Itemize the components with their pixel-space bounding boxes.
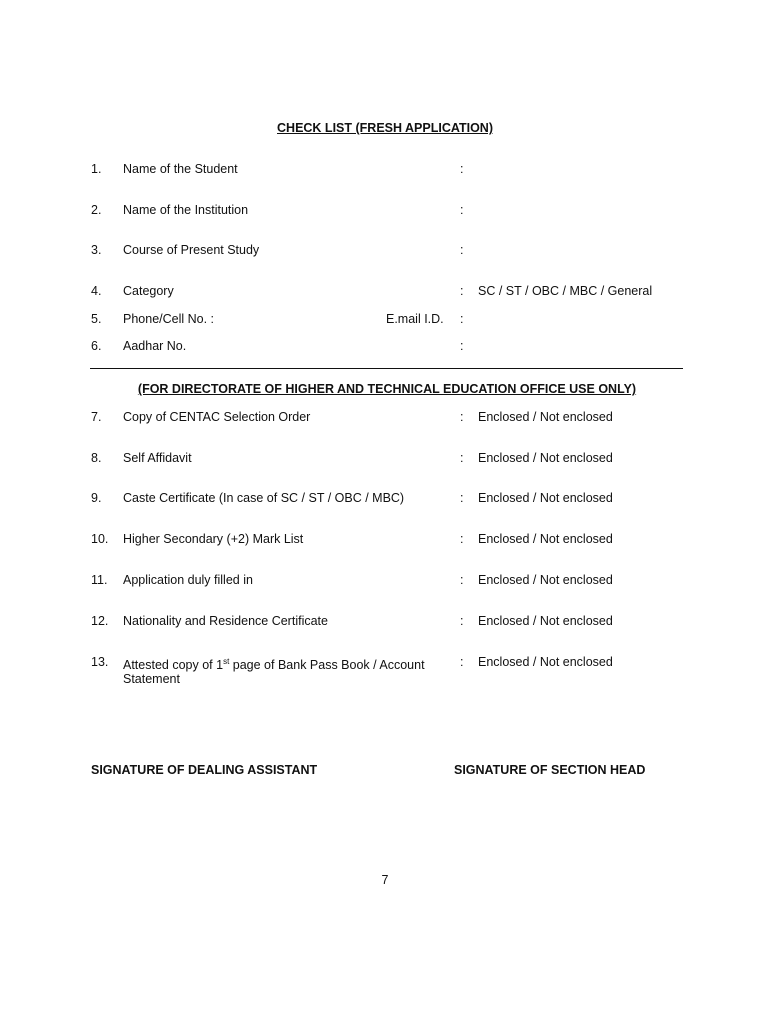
enclosure-status: Enclosed / Not enclosed (478, 451, 613, 465)
item-number: 8. (91, 451, 102, 465)
colon: : (460, 491, 464, 505)
item-label: Aadhar No. (123, 339, 187, 353)
item-number: 1. (91, 162, 102, 176)
item-number: 9. (91, 491, 102, 505)
checklist-row-affidavit (0, 451, 770, 467)
enclosure-status: Enclosed / Not enclosed (478, 532, 613, 546)
phone-label: Phone/Cell No. : (123, 312, 215, 326)
item-label: Nationality and Residence Certificate (123, 614, 328, 628)
item-number: 12. (91, 614, 109, 628)
colon: : (460, 284, 464, 298)
checklist-row-marklist (0, 532, 770, 548)
item-number: 6. (91, 339, 102, 353)
colon: : (460, 339, 464, 353)
colon: : (460, 203, 464, 217)
enclosure-status: Enclosed / Not enclosed (478, 491, 613, 505)
colon: : (460, 532, 464, 546)
page-number: 7 (381, 873, 389, 887)
label-part: page of Bank Pass Book / Account (229, 658, 425, 673)
checklist-row-nationality (0, 614, 770, 630)
office-use-title: (FOR DIRECTORATE OF HIGHER AND TECHNICAL EDUCATION OFFICE USE ONLY) (137, 382, 637, 396)
item-label: Caste Certificate (In case of SC / ST / OBC / MBC) (123, 491, 405, 505)
field-row-phone-email (0, 312, 770, 328)
colon: : (460, 614, 464, 628)
item-label: Category (123, 284, 174, 298)
email-label: E.mail I.D. (386, 312, 444, 326)
page-title: CHECK LIST (FRESH APPLICATION) (277, 121, 493, 135)
field-row-course (0, 243, 770, 259)
item-label (123, 655, 443, 686)
item-number: 3. (91, 243, 102, 257)
field-row-category (0, 284, 770, 300)
colon: : (460, 312, 464, 326)
colon: : (460, 655, 464, 669)
colon: : (460, 410, 464, 424)
item-label: Higher Secondary (+2) Mark List (123, 532, 304, 546)
section-divider (90, 368, 683, 369)
checklist-row-caste (0, 491, 770, 507)
label-part: Statement (123, 672, 180, 687)
field-row-aadhar (0, 339, 770, 355)
item-label: Course of Present Study (123, 243, 260, 257)
checklist-row-centac (0, 410, 770, 426)
item-label: Self Affidavit (123, 451, 192, 465)
field-row-institution (0, 203, 770, 219)
colon: : (460, 451, 464, 465)
item-label: Name of the Institution (123, 203, 249, 217)
item-label: Copy of CENTAC Selection Order (123, 410, 311, 424)
enclosure-status: Enclosed / Not enclosed (478, 655, 613, 669)
enclosure-status: Enclosed / Not enclosed (478, 614, 613, 628)
label-part: Attested copy of 1 (123, 658, 224, 673)
colon: : (460, 573, 464, 587)
item-label: Application duly filled in (123, 573, 253, 587)
item-label: Name of the Student (123, 162, 238, 176)
item-number: 4. (91, 284, 102, 298)
item-number: 7. (91, 410, 102, 424)
signature-section-head: SIGNATURE OF SECTION HEAD (454, 763, 646, 777)
enclosure-status: Enclosed / Not enclosed (478, 410, 613, 424)
checklist-row-bank-passbook (0, 655, 770, 687)
item-number: 2. (91, 203, 102, 217)
ordinal-suffix: st (223, 657, 230, 666)
signature-dealing-assistant: SIGNATURE OF DEALING ASSISTANT (91, 763, 318, 777)
checklist-row-application (0, 573, 770, 589)
item-number: 5. (91, 312, 102, 326)
category-options: SC / ST / OBC / MBC / General (478, 284, 653, 298)
item-number: 10. (91, 532, 109, 546)
colon: : (460, 162, 464, 176)
enclosure-status: Enclosed / Not enclosed (478, 573, 613, 587)
item-number: 13. (91, 655, 109, 669)
item-number: 11. (91, 573, 108, 587)
field-row-student-name (0, 162, 770, 178)
colon: : (460, 243, 464, 257)
